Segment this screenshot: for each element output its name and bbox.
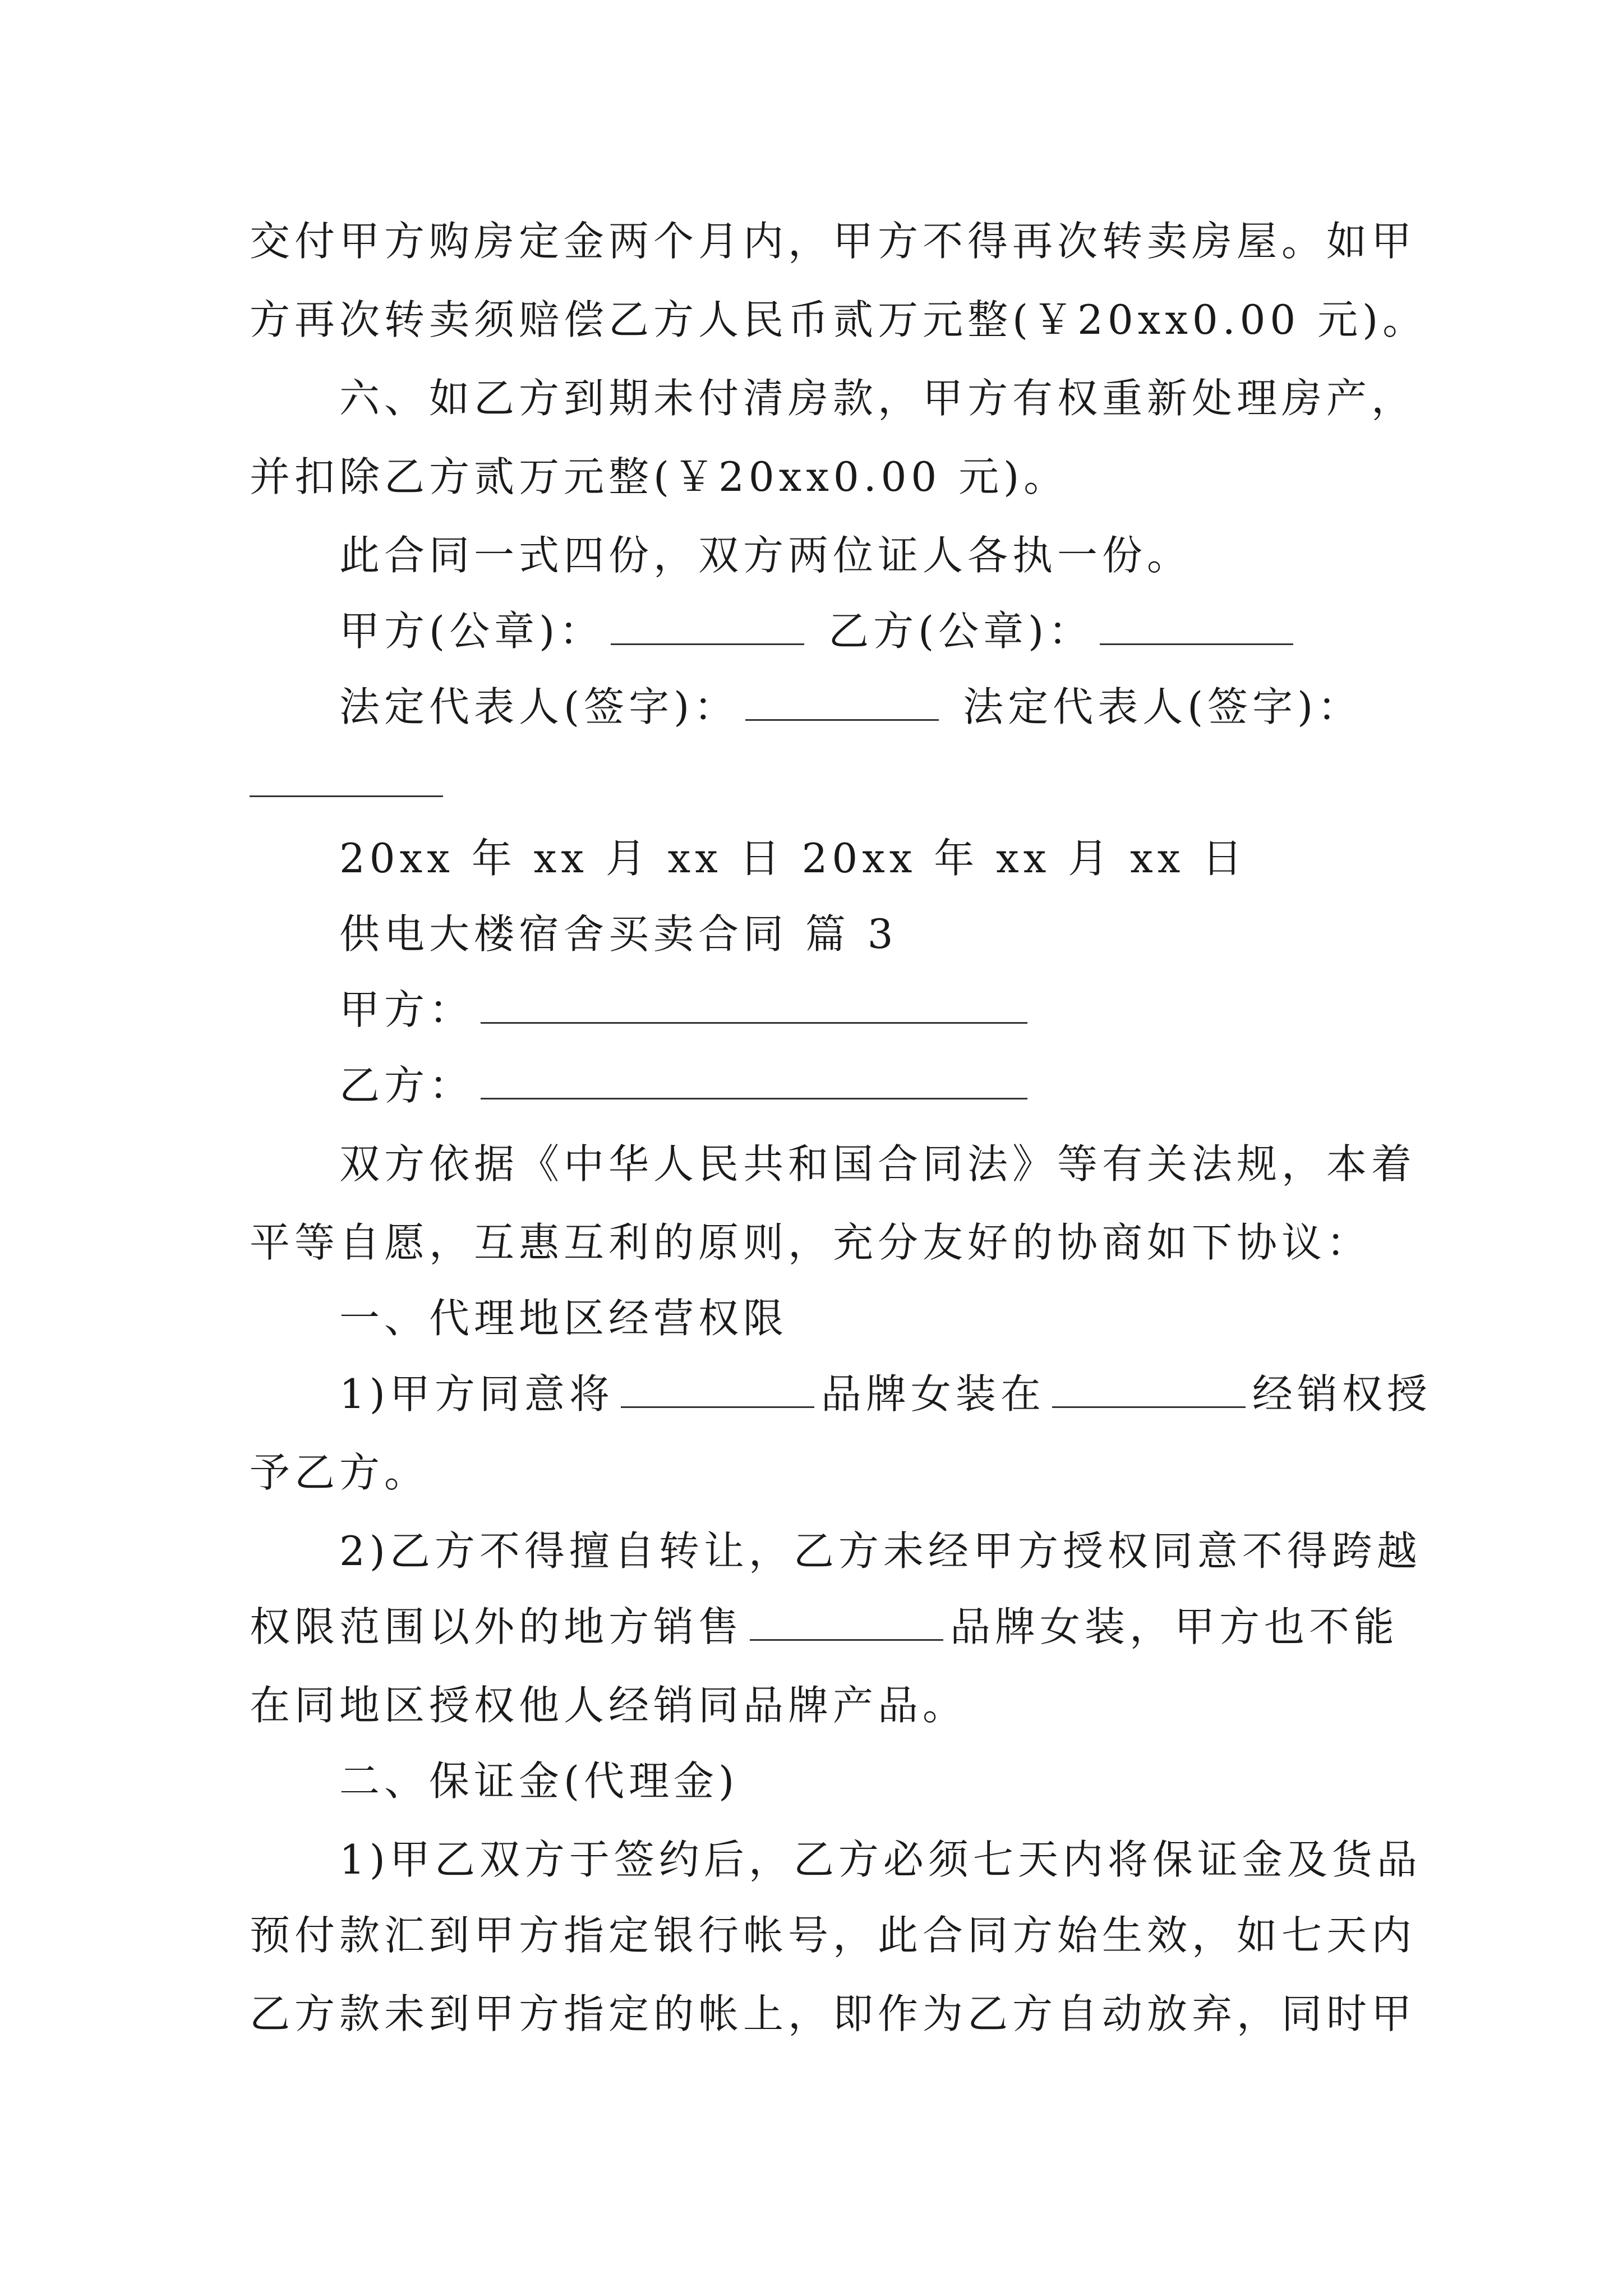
brand-blank xyxy=(621,1370,814,1408)
party-b-blank xyxy=(481,1062,1027,1099)
party-a-line xyxy=(339,976,1388,1043)
party-a-label: 甲方： xyxy=(339,986,474,1033)
text-fragment: 权限范围以外的地方销售 xyxy=(250,1603,744,1650)
text-line: 2)乙方不得擅自转让，乙方未经甲方授权同意不得跨越 xyxy=(339,1527,1422,1575)
text-line: 双方依据《中华人民共和国合同法》等有关法规，本着 xyxy=(339,1140,1417,1188)
legal-rep-b-label: 法定代表人(签字)： xyxy=(963,683,1363,730)
section-heading: 二、保证金(代理金) xyxy=(339,1757,739,1805)
text-fragment: 品牌女装，甲方也不能 xyxy=(950,1603,1399,1650)
party-b-label: 乙方： xyxy=(339,1062,474,1109)
legal-rep-a-label: 法定代表人(签字)： xyxy=(339,683,739,730)
brand-blank xyxy=(750,1603,943,1641)
text-line: 予乙方。 xyxy=(250,1449,430,1496)
party-a-seal-blank xyxy=(611,608,804,645)
text-line: 乙方款未到甲方指定的帐上，即作为乙方自动放弃，同时甲 xyxy=(250,1990,1417,2037)
seal-line xyxy=(339,597,1388,665)
text-line: 方再次转卖须赔偿乙方人民币贰万元整(￥20xx0.00 元)。 xyxy=(250,296,1428,343)
section-heading: 一、代理地区经营权限 xyxy=(339,1295,789,1342)
party-a-blank xyxy=(481,986,1027,1024)
text-line: 预付款汇到甲方指定银行帐号，此合同方始生效，如七天内 xyxy=(250,1912,1417,1959)
text-line: 平等自愿，互惠互利的原则，充分友好的协商如下协议： xyxy=(250,1219,1372,1266)
party-b-seal-blank xyxy=(1100,608,1293,645)
text-fragment: 1)甲方同意将 xyxy=(339,1370,614,1418)
date-line: 20xx 年 xx 月 xx 日 20xx 年 xx 月 xx 日 xyxy=(339,835,1247,882)
party-a-seal-label: 甲方(公章)： xyxy=(339,608,605,655)
text-line: 交付甲方购房定金两个月内，甲方不得再次转卖房屋。如甲 xyxy=(250,218,1417,265)
text-line: 1)甲乙双方于签约后，乙方必须七天内将保证金及货品 xyxy=(339,1836,1422,1883)
text-line xyxy=(250,1593,1399,1660)
text-line: 并扣除乙方贰万元整(￥20xx0.00 元)。 xyxy=(250,453,1069,500)
text-line: 六、如乙方到期未付清房款，甲方有权重新处理房产， xyxy=(339,375,1417,422)
signature-line xyxy=(339,673,1388,740)
text-fragment: 经销权授 xyxy=(1252,1370,1432,1418)
signature-blank-continued xyxy=(250,795,443,797)
legal-rep-a-blank xyxy=(745,683,939,721)
text-fragment: 品牌女装在 xyxy=(820,1370,1045,1418)
text-line: 此合同一式四份，双方两位证人各执一份。 xyxy=(339,532,1192,579)
section-title: 供电大楼宿舍买卖合同 篇 3 xyxy=(339,910,898,958)
region-blank xyxy=(1052,1370,1246,1408)
text-line: 在同地区授权他人经销同品牌产品。 xyxy=(250,1682,968,1729)
text-line xyxy=(339,1360,1432,1428)
party-b-line xyxy=(339,1052,1388,1119)
party-b-seal-label: 乙方(公章)： xyxy=(828,608,1094,655)
